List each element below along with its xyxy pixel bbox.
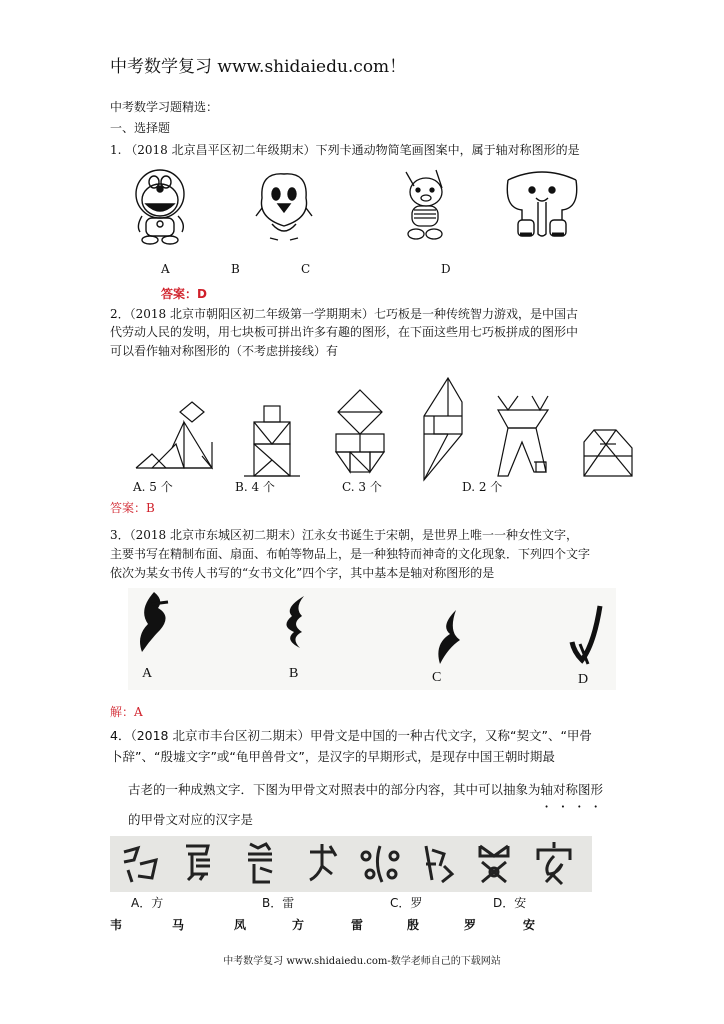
q2-tangram-d	[420, 376, 466, 482]
q1-figure-b-chick	[252, 168, 316, 246]
q3-answer: 解：A	[110, 705, 143, 719]
q4-option-a: A．方	[131, 896, 164, 910]
q4-oracle-char-an	[532, 838, 576, 888]
q4-oracle-char-luo	[474, 840, 514, 888]
q1-label-b: B	[231, 262, 240, 276]
q4-option-d: D．安	[493, 896, 527, 910]
q2-label-a: A. 5 个	[133, 480, 173, 494]
q4-char-luo: 罗	[464, 918, 477, 932]
q4-oracle-char-lei	[356, 842, 406, 886]
q4-option-c: C．罗	[390, 896, 423, 910]
q1-answer: 答案：D	[161, 287, 207, 301]
q4-emphasis-axis-symmetric: 轴对称 • • • •	[541, 782, 579, 797]
q4-char-row	[0, 916, 724, 934]
q3-nushu-panel	[128, 588, 616, 690]
q4-char-an: 安	[523, 918, 536, 932]
q2-tangram-f	[580, 426, 636, 480]
q4-line4: 的甲骨文对应的汉字是	[128, 812, 254, 827]
q4-line1: 4．（2018 北京市丰台区初二期末）甲骨文是中国的一种古代文字，又称“契文”、“甲骨	[110, 728, 592, 743]
q4-oracle-char-fang	[302, 840, 342, 886]
q1-label-a: A	[161, 262, 170, 276]
q3-label-d: D	[578, 672, 589, 687]
q4-option-b: B．雷	[262, 896, 295, 910]
q4-oracle-char-yin	[418, 840, 458, 888]
page-footer: 中考数学复习 www.shidaiedu.com-数学老师自己的下载网站	[223, 956, 501, 967]
q4-oracle-char-feng	[240, 840, 280, 888]
q4-char-yin: 殷	[407, 918, 420, 932]
q4-line2: 卜辞”、“殷墟文字”或“龟甲兽骨文”，是汉字的早期形式，是现存中国王朝时期最	[110, 749, 555, 764]
q2-label-d: D. 2 个	[462, 480, 503, 494]
q4-char-feng: 凤	[234, 918, 247, 932]
q4-line3	[128, 779, 603, 801]
q4-char-fang: 方	[292, 918, 305, 932]
q1-label-d: D	[441, 262, 451, 276]
q2-tangram-c	[330, 386, 390, 478]
q4-oracle-char-wei	[118, 842, 162, 886]
q1-figure-a-doraemon	[130, 166, 190, 246]
q2-answer: 答案：B	[110, 501, 155, 515]
q4-line3-part1: 古老的一种成熟文字．下图为甲骨文对照表中的部分内容，其中可以抽象为	[128, 782, 541, 797]
q4-line3-part3: 图形	[578, 782, 604, 797]
q1-figure-c-piglet	[398, 166, 450, 242]
q2-line3: 可以看作轴对称图形的（不考虑拼接线）有	[110, 344, 339, 358]
intro-text: 中考数学习题精选：	[110, 100, 219, 114]
q4-oracle-char-ma	[178, 840, 218, 888]
q3-line2: 主要书写在精制布面、扇面、布帕等物品上，是一种独特而神奇的文化现象．下列四个文字	[110, 547, 591, 561]
q2-label-b: B. 4 个	[235, 480, 275, 494]
q2-line1: 2．（2018 北京市朝阳区初二年级第一学期期末）七巧板是一种传统智力游戏，是中国古	[110, 307, 578, 321]
q3-line1: 3．（2018 北京市东城区初二期末）江永女书诞生于宋朝，是世界上唯一一种女性文字，	[110, 528, 578, 542]
q1-figure-d-elephant	[504, 168, 580, 242]
q1-label-c: C	[301, 262, 311, 276]
q3-label-b: B	[289, 666, 299, 681]
q3-nushu-char-d	[566, 604, 606, 670]
q4-char-ma: 马	[172, 918, 185, 932]
page-header: 中考数学复习 www.shidaiedu.com！	[110, 57, 407, 77]
section-title: 一、选择题	[110, 121, 171, 135]
q4-char-lei: 雷	[351, 918, 364, 932]
q3-nushu-char-b	[276, 594, 316, 652]
q3-label-a: A	[142, 666, 153, 681]
q2-tangram-b	[240, 404, 306, 480]
q1-text: 1. （2018 北京昌平区初二年级期末）下列卡通动物简笔画图案中，属于轴对称图形的是	[110, 143, 580, 157]
q2-label-c: C. 3 个	[342, 480, 382, 494]
q3-line3: 依次为某女书传人书写的“女书文化”四个字，其中基本是轴对称图形的是	[110, 566, 495, 580]
q2-line2: 代劳动人民的发明，用七块板可拼出许多有趣的图形，在下面这些用七巧板拼成的图形中	[110, 325, 579, 339]
q4-char-wei: 韦	[110, 918, 123, 932]
q2-tangram-a	[132, 398, 222, 478]
q2-tangram-e	[494, 392, 554, 482]
q3-nushu-char-a	[134, 590, 174, 658]
q3-label-c: C	[432, 670, 442, 685]
q3-nushu-char-c	[430, 608, 466, 666]
